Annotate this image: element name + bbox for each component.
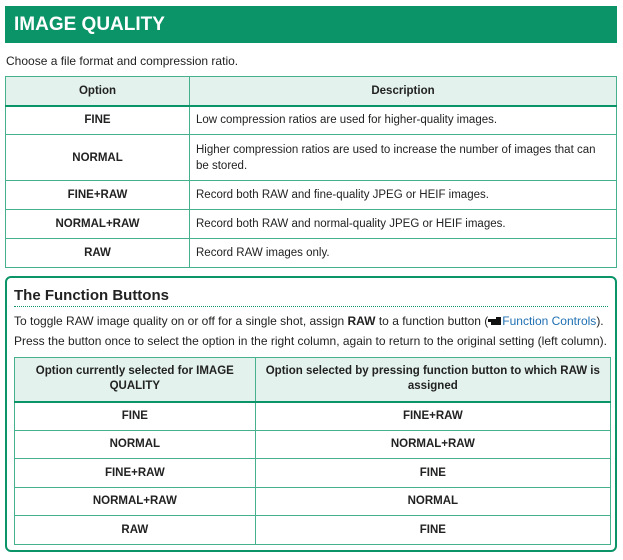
function-controls-link[interactable]: Function Controls bbox=[502, 314, 597, 328]
table-row bbox=[6, 106, 617, 135]
option-cell: FINE bbox=[6, 106, 190, 135]
table-header-row bbox=[15, 358, 611, 402]
raw-keyword: RAW bbox=[347, 314, 376, 328]
current-option-cell: RAW bbox=[15, 516, 256, 545]
page-title: IMAGE QUALITY bbox=[5, 6, 617, 43]
table-row bbox=[6, 181, 617, 210]
text-segment: ). bbox=[596, 314, 604, 328]
table-row bbox=[6, 210, 617, 239]
option-cell: NORMAL bbox=[6, 135, 190, 181]
selected-option-cell: FINE bbox=[255, 459, 610, 488]
description-cell: Low compression ratios are used for higher-quality images. bbox=[190, 106, 617, 135]
intro-text: Choose a file format and compression ratio. bbox=[6, 54, 239, 68]
table-row bbox=[6, 239, 617, 268]
text-segment: Press the button once to select the option in the right column, again to return to the original setting (left column). bbox=[14, 334, 608, 348]
option-cell: FINE+RAW bbox=[6, 181, 190, 210]
function-buttons-description bbox=[14, 311, 608, 351]
selected-option-cell: NORMAL bbox=[255, 487, 610, 516]
selected-option-cell: FINE bbox=[255, 516, 610, 545]
column-header-selected: Option selected by pressing function button to which RAW is assigned bbox=[255, 358, 610, 402]
options-table bbox=[5, 76, 617, 268]
current-option-cell: FINE+RAW bbox=[15, 459, 256, 488]
column-header-description: Description bbox=[190, 77, 617, 106]
description-cell: Higher compression ratios are used to increase the number of images that can be stored. bbox=[190, 135, 617, 181]
selected-option-cell: FINE+RAW bbox=[255, 402, 610, 431]
function-button-table bbox=[14, 357, 611, 545]
function-buttons-title: The Function Buttons bbox=[14, 287, 608, 307]
table-header-row bbox=[6, 77, 617, 106]
text-segment: To toggle RAW image quality on or off for a single shot, assign bbox=[14, 314, 348, 328]
function-buttons-panel bbox=[5, 276, 617, 552]
table-row bbox=[15, 459, 611, 488]
text-segment: to a function button ( bbox=[375, 314, 489, 328]
column-header-option: Option bbox=[6, 77, 190, 106]
table-row bbox=[15, 487, 611, 516]
option-cell: RAW bbox=[6, 239, 190, 268]
column-header-current: Option currently selected for IMAGE QUALITY bbox=[15, 358, 256, 402]
current-option-cell: NORMAL bbox=[15, 430, 256, 459]
description-cell: Record RAW images only. bbox=[190, 239, 617, 268]
selected-option-cell: NORMAL+RAW bbox=[255, 430, 610, 459]
current-option-cell: FINE bbox=[15, 402, 256, 431]
table-row bbox=[15, 430, 611, 459]
table-row bbox=[6, 135, 617, 181]
description-cell: Record both RAW and fine-quality JPEG or HEIF images. bbox=[190, 181, 617, 210]
table-row bbox=[15, 402, 611, 431]
option-cell: NORMAL+RAW bbox=[6, 210, 190, 239]
table-row bbox=[15, 516, 611, 545]
pointing-hand-icon bbox=[488, 316, 502, 326]
current-option-cell: NORMAL+RAW bbox=[15, 487, 256, 516]
description-cell: Record both RAW and normal-quality JPEG or HEIF images. bbox=[190, 210, 617, 239]
